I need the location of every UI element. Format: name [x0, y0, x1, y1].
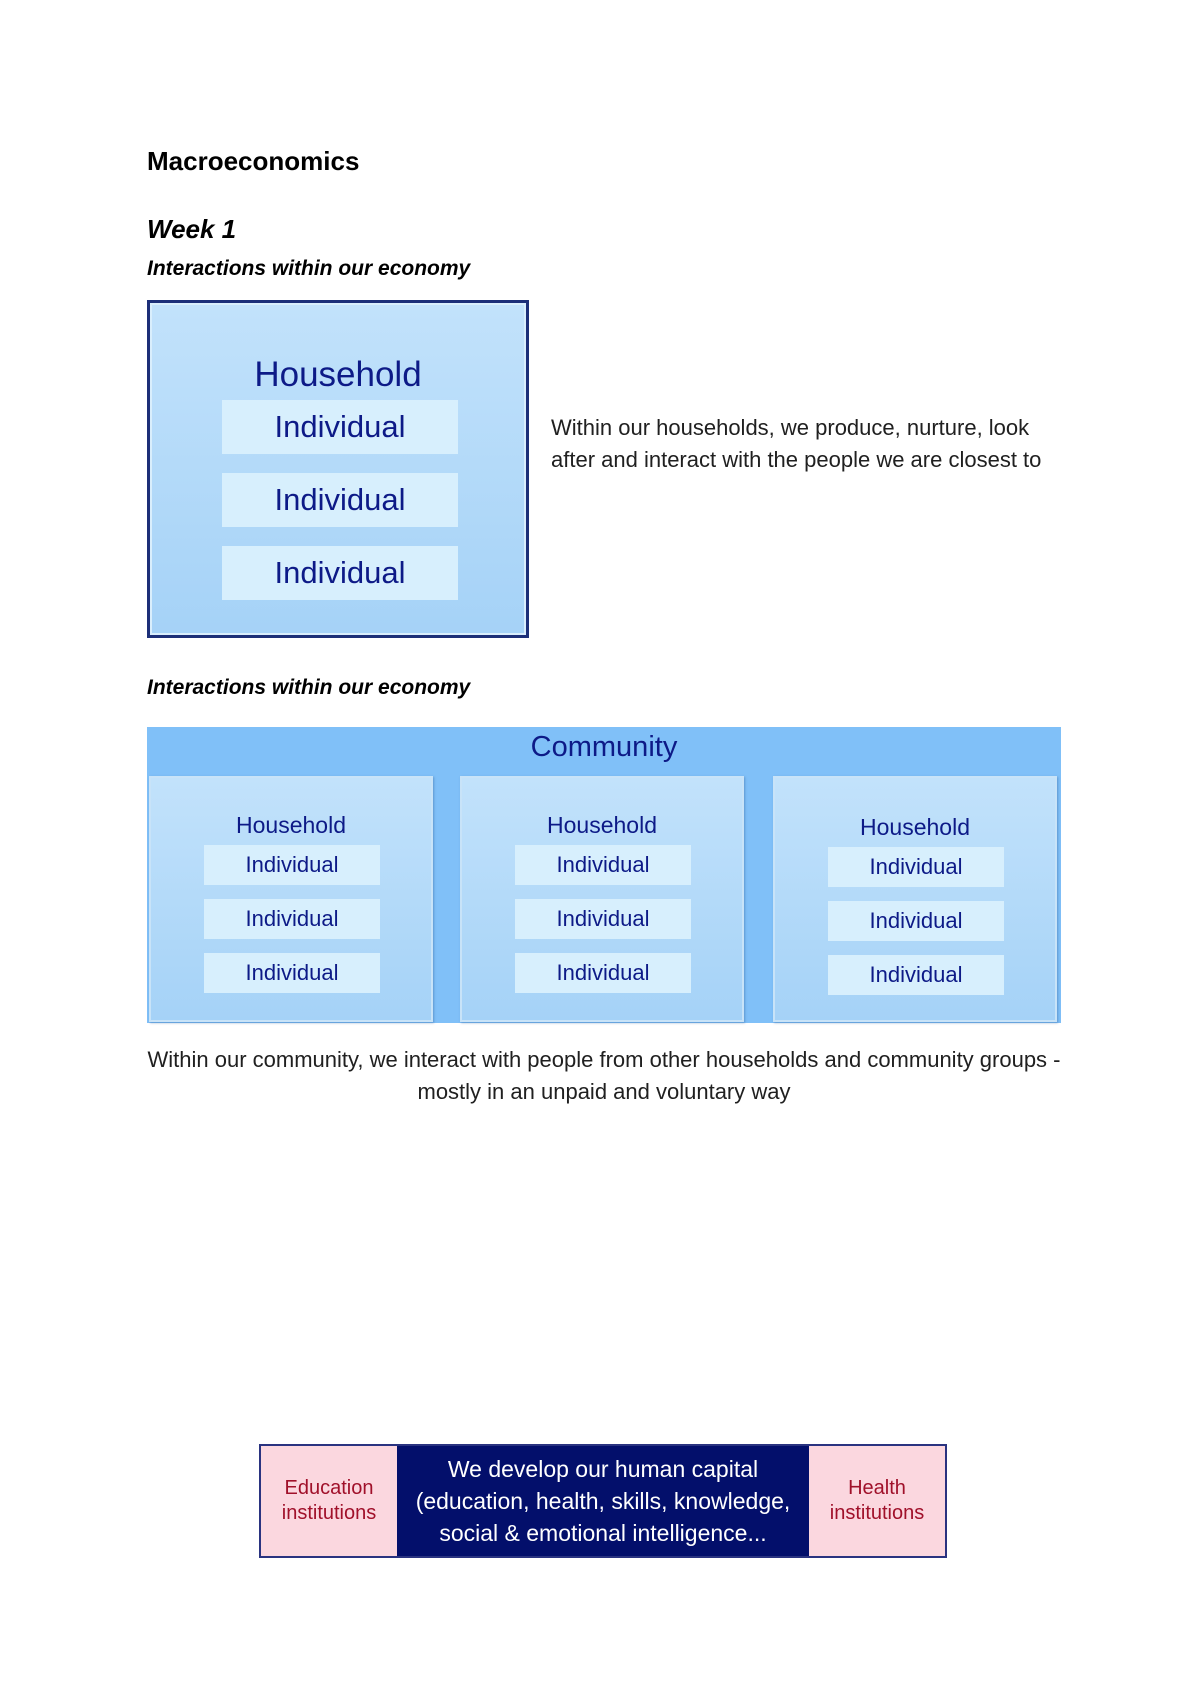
- individual-box: Individual: [828, 901, 1004, 941]
- household-diagram: [147, 300, 529, 638]
- individual-box: Individual: [515, 899, 691, 939]
- week-heading: Week 1: [147, 214, 237, 244]
- household-label: Household: [236, 812, 346, 838]
- individual-box: Individual: [204, 953, 380, 993]
- individual-box: Individual: [204, 845, 380, 885]
- household-box: [149, 776, 433, 1022]
- individual-box: Individual: [828, 955, 1004, 995]
- individual-box: Individual: [204, 899, 380, 939]
- individual-box: Individual: [222, 400, 458, 454]
- household-label: Household: [547, 812, 657, 838]
- document-title: Macroeconomics: [147, 146, 360, 176]
- household-label: Household: [860, 814, 970, 840]
- household-caption: Within our households, we produce, nurture, look after and interact with the people we are closest to: [551, 415, 1042, 472]
- household-label: Household: [254, 355, 422, 394]
- community-caption: Within our community, we interact with people from other households and community groups - mostly in an unpaid and voluntary way: [147, 1047, 1061, 1104]
- community-diagram: [147, 727, 1061, 1023]
- household-box: [460, 776, 744, 1022]
- community-label: Community: [530, 731, 678, 763]
- individual-box: Individual: [828, 847, 1004, 887]
- individual-box: Individual: [222, 473, 458, 527]
- human-capital-diagram: [259, 1444, 947, 1558]
- education-institutions-box: Education institutions: [261, 1446, 397, 1556]
- individual-box: Individual: [515, 953, 691, 993]
- individual-box: Individual: [222, 546, 458, 600]
- household-box: [773, 776, 1057, 1022]
- health-institutions-box: Health institutions: [809, 1446, 945, 1556]
- section-heading-1: Interactions within our economy: [147, 257, 471, 280]
- human-capital-box: We develop our human capital (education, health, skills, knowledge, social & emotional intelligence...: [397, 1446, 809, 1556]
- individual-box: Individual: [515, 845, 691, 885]
- section-heading-2: Interactions within our economy: [147, 676, 471, 699]
